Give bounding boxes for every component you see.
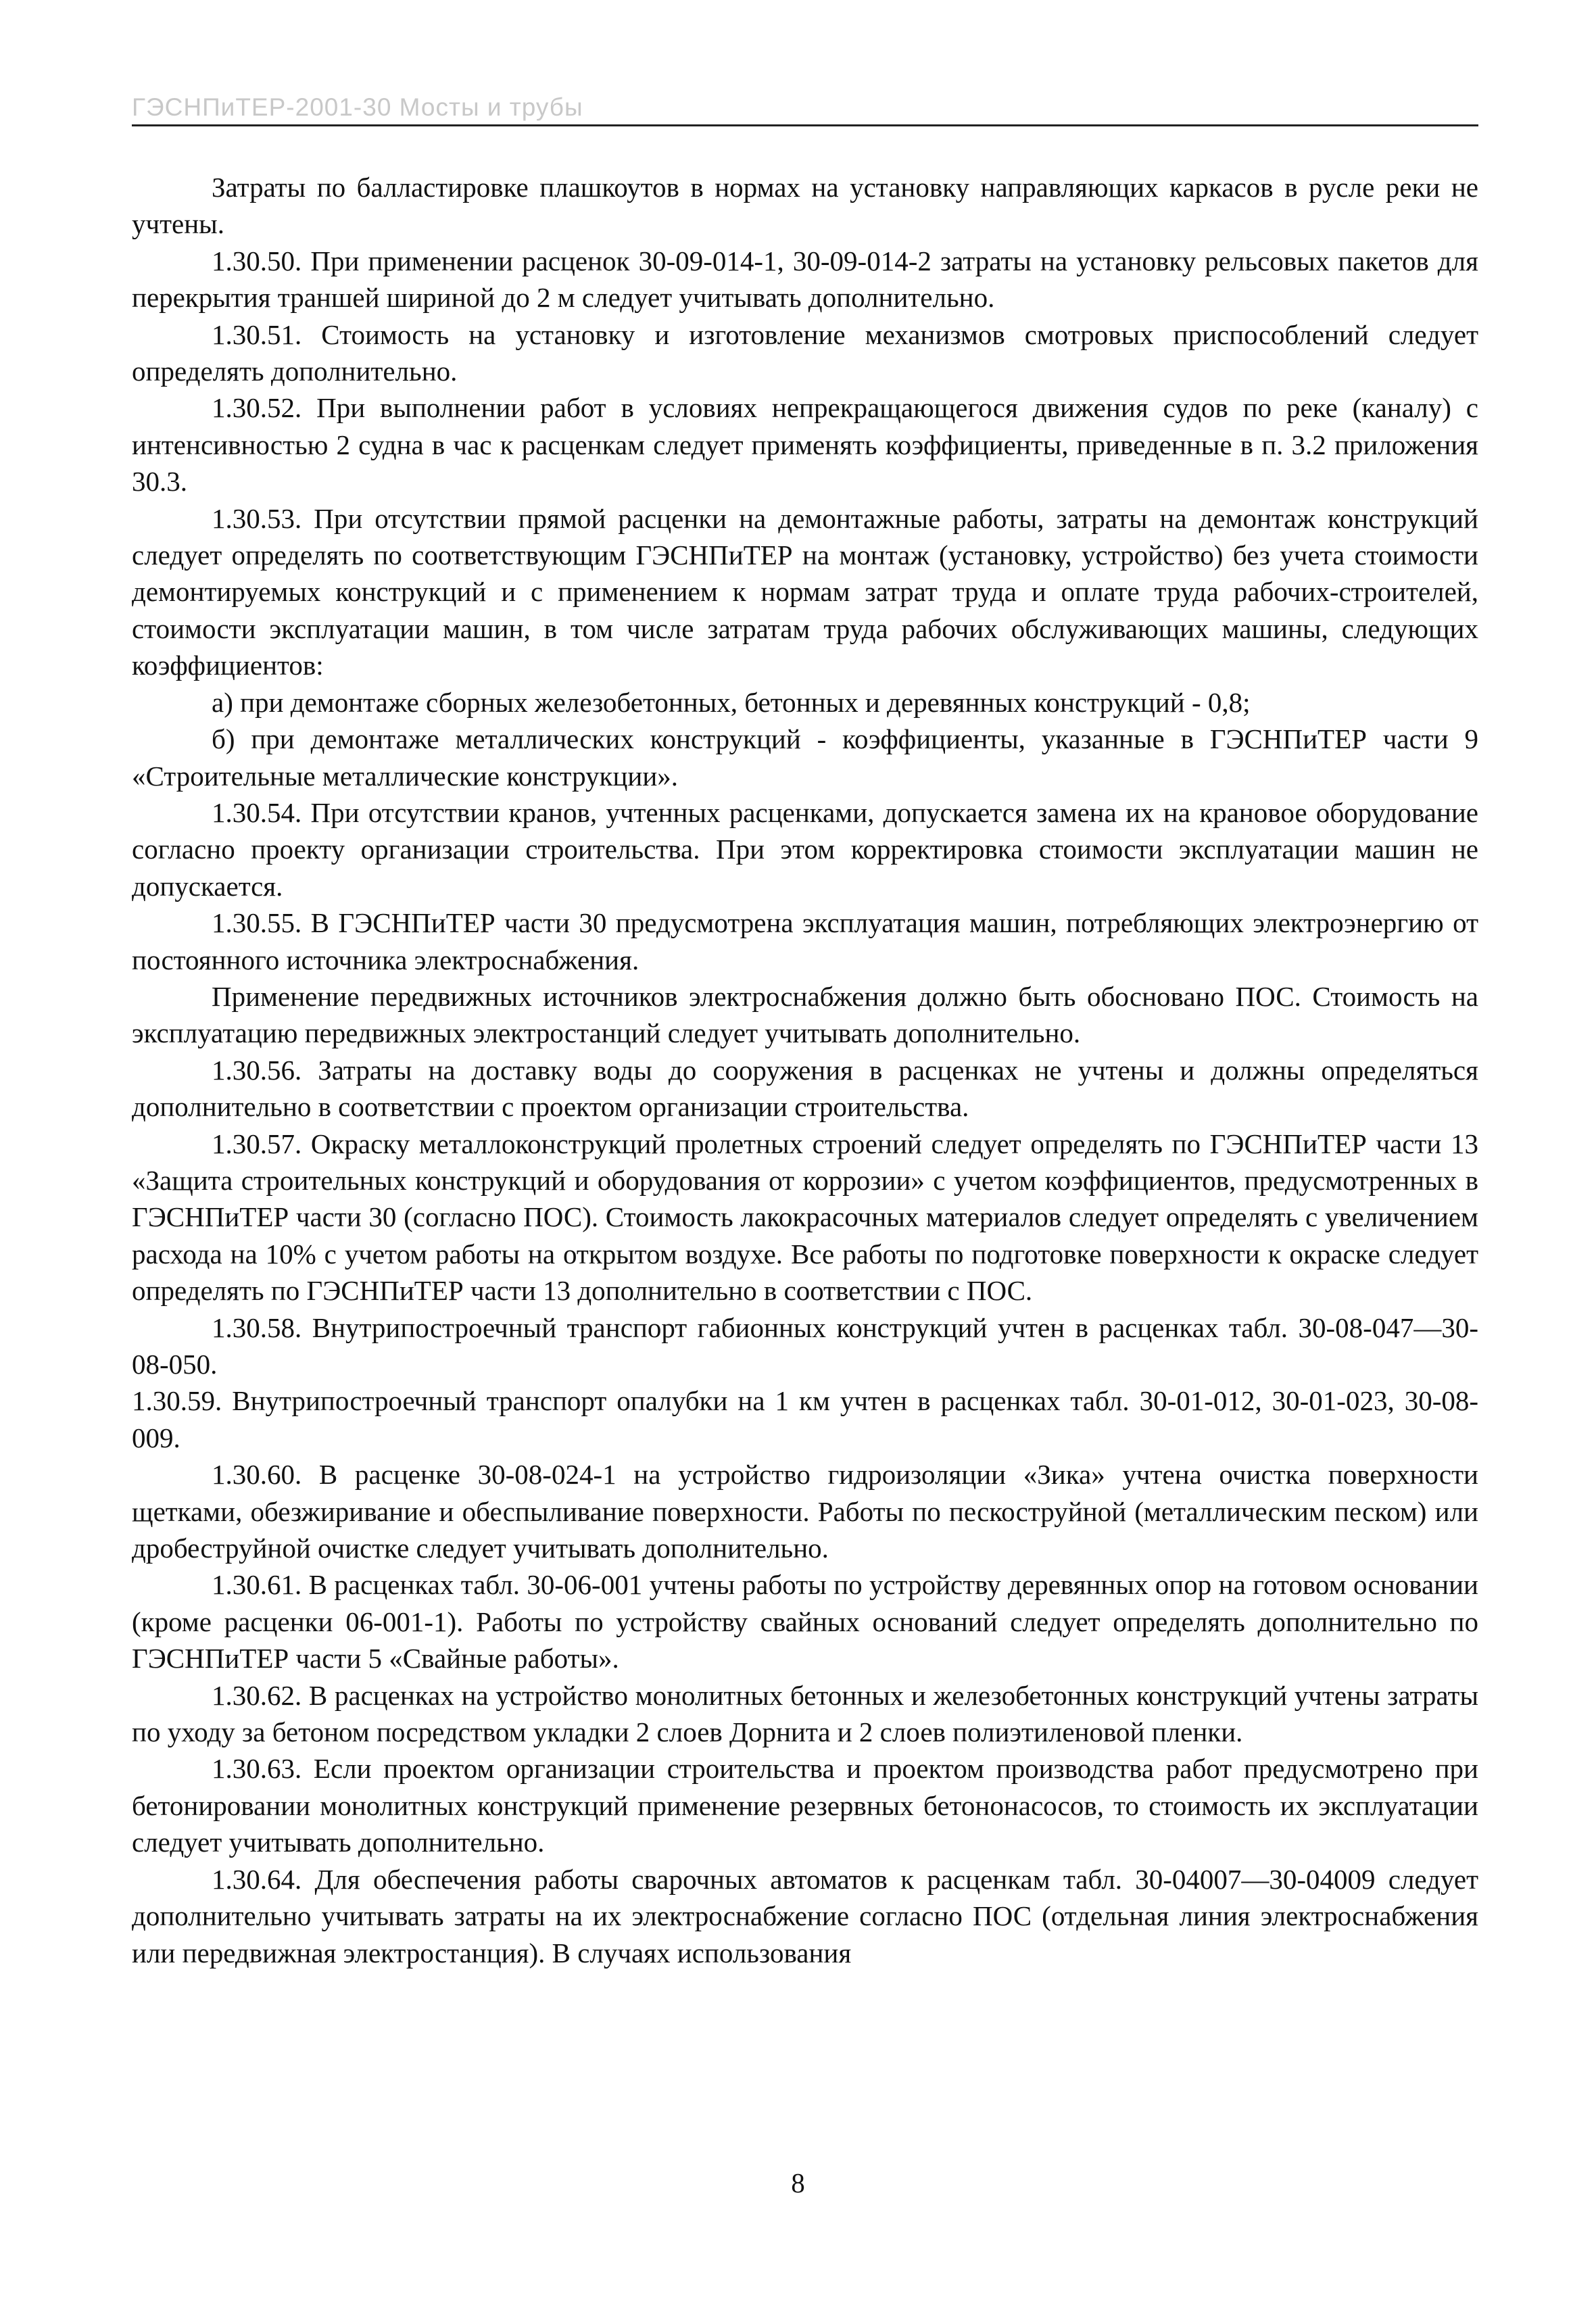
paragraph-mobile-power: Применение передвижных источников электроснабжения должно быть обосновано ПОС. Стоимость на эксплуатацию передвижных электростанций следует учитывать дополнительно. xyxy=(132,980,1478,1049)
paragraph-1-30-57: 1.30.57. Окраску металлоконструкций пролетных строений следует определять по ГЭСНПиТЕР части 13 «Защита строительных конструкций и оборудования от коррозии» с учетом коэффициентов, предусмотренных в ГЭСНПиТЕР части 30 (согласно ПОС). Стоимость лакокрасочных материалов следует определять с увеличением расхода на 10% с учетом работы на открытом воздухе. Все работы по подготовке поверхности к окраске следует определять по ГЭСНПиТЕР части 13 дополнительно в соответствии с ПОС. xyxy=(132,1128,1478,1307)
paragraph-1-30-61: 1.30.61. В расценках табл. 30-06-001 учтены работы по устройству деревянных опор на готовом основании (кроме расценки 06-001-1). Работы по устройству свайных оснований следует определять дополнительно по ГЭСНПиТЕР части 5 «Свайные работы». xyxy=(132,1569,1478,1674)
paragraph-1-30-64: 1.30.64. Для обеспечения работы сварочных автоматов к расценкам табл. 30-04007—30-04009 следует дополнительно учитывать затраты на их электроснабжение согласно ПОС (отдельная линия электроснабжения или передвижная электростанция). В случаях использования xyxy=(132,1863,1478,1969)
paragraph-1-30-52: 1.30.52. При выполнении работ в условиях непрекращающегося движения судов по реке (каналу) с интенсивностью 2 судна в час к расценкам следует применять коэффициенты, приведенные в п. 3.2 приложения 30.3. xyxy=(132,392,1478,498)
paragraph-1-30-59: 1.30.59. Внутрипостроечный транспорт опалубки на 1 км учтен в расценках табл. 30-01-012, 30-01-023, 30-08-009. xyxy=(132,1385,1478,1453)
paragraph-1-30-63: 1.30.63. Если проектом организации строительства и проектом производства работ предусмотрено при бетонировании монолитных конструкций применение резервных бетононасосов, то стоимость их эксплуатации следует учитывать дополнительно. xyxy=(132,1753,1478,1858)
paragraph-1-30-58: 1.30.58. Внутрипостроечный транспорт габионных конструкций учтен в расценках табл. 30-08-047—30-08-050. xyxy=(132,1311,1478,1380)
paragraph-1-30-60: 1.30.60. В расценке 30-08-024-1 на устройство гидроизоляции «Зика» учтена очистка поверхности щетками, обезжиривание и обеспыливание поверхности. Работы по пескоструйной (металлическим песком) или дробеструйной очистке следует учитывать дополнительно. xyxy=(132,1459,1478,1564)
document-body xyxy=(132,169,1478,1971)
page-header xyxy=(132,87,1478,126)
paragraph-1-30-56: 1.30.56. Затраты на доставку воды до сооружения в расценках не учтены и должны определяться дополнительно в соответствии с проектом организации строительства. xyxy=(132,1054,1478,1123)
paragraph-1-30-55: 1.30.55. В ГЭСНПиТЕР части 30 предусмотрена эксплуатация машин, потребляющих электроэнергию от постоянного источника электроснабжения. xyxy=(132,907,1478,975)
running-title: ГЭСНПиТЕР-2001-30 Мосты и трубы xyxy=(132,93,583,121)
paragraph-1-30-53-b: б) при демонтаже металлических конструкций - коэффициенты, указанные в ГЭСНПиТЕР части 9 «Строительные металлические конструкции». xyxy=(132,723,1478,792)
paragraph-ballast: Затраты по балластировке плашкоутов в нормах на установку направляющих каркасов в русле реки не учтены. xyxy=(132,172,1478,240)
paragraph-1-30-54: 1.30.54. При отсутствии кранов, учтенных расценками, допускается замена их на крановое оборудование согласно проекту организации строительства. При этом корректировка стоимости эксплуатации машин не допускается. xyxy=(132,796,1478,902)
paragraph-1-30-53: 1.30.53. При отсутствии прямой расценки на демонтажные работы, затраты на демонтаж конструкций следует определять по соответствующим ГЭСНПиТЕР на монтаж (установку, устройство) без учета стоимости демонтируемых конструкций и с применением к нормам затрат труда и оплате труда рабочих-строителей, стоимости эксплуатации машин, в том числе затратам труда рабочих обслуживающих машины, следующих коэффициентов: xyxy=(132,502,1478,681)
page-number: 8 xyxy=(791,2167,805,2198)
paragraph-1-30-51: 1.30.51. Стоимость на установку и изготовление механизмов смотровых приспособлений следует определять дополнительно. xyxy=(132,318,1478,387)
paragraph-1-30-62: 1.30.62. В расценках на устройство монолитных бетонных и железобетонных конструкций учтены затраты по уходу за бетоном посредством укладки 2 слоев Дорнита и 2 слоев полиэтиленовой пленки. xyxy=(132,1679,1478,1748)
paragraph-1-30-53-a: а) при демонтаже сборных железобетонных, бетонных и деревянных конструкций - 0,8; xyxy=(212,686,1251,718)
paragraph-1-30-50: 1.30.50. При применении расценок 30-09-014-1, 30-09-014-2 затраты на установку рельсовых пакетов для перекрытия траншей шириной до 2 м следует учитывать дополнительно. xyxy=(132,245,1478,314)
